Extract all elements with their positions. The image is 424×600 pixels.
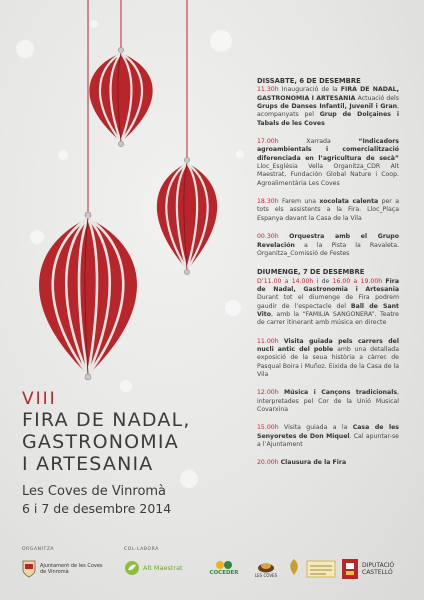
alt-maestrat-logo	[124, 559, 192, 577]
diputacio-logo	[341, 557, 405, 581]
day-heading-sunday: DIUMENGE, 7 DE DESEMBRE	[257, 268, 365, 277]
fira-partner-emblem-icon	[306, 559, 336, 579]
program-event: 20.00h Clausura de la Fira	[257, 459, 347, 467]
day-heading-saturday: DISSABTE, 6 DE DESEMBRE	[257, 77, 361, 85]
ornament-top	[89, 47, 152, 146]
ajuntament-name: Ajuntament de les Coves de Vinromà	[40, 563, 103, 575]
organitza-label: ORGANITZA	[22, 547, 55, 552]
diputacio-name: DIPUTACIÓ CASTELLÓ	[362, 562, 395, 576]
coceder-emblem-icon	[214, 560, 234, 570]
les-coves-emblem-icon	[257, 561, 275, 573]
program-event: 18.30h Farem una xocolata calenta per a tots els assistents a la Fira. Lloc_Plaça Espanya davant la Casa de la Vila	[257, 198, 399, 222]
coat-of-arms-icon	[22, 560, 36, 578]
program-event: 15.00h Visita guiada a la Casa de les Senyoretes de Don Miquel. Cal apuntar-se a l’Ajuntament	[257, 424, 399, 449]
diputacio-crest-icon	[341, 558, 359, 580]
fira-partner-logo	[306, 558, 336, 580]
les-coves-logo	[252, 557, 280, 581]
program-event: D’11.00 a 14.00h i de 16.00 a 19.00h Fira de Nadal, Gastronomia i Artesania Durant tot el diumenge de Fira podrem gaudir de l’espectacle del Ball de Sant Vito, amb la “FAMILIA SANGONERA”. Teatre de carrer itinerant amb música en directe	[257, 277, 399, 327]
ornament-right	[157, 157, 217, 274]
collabora-label: COL·LABORA	[124, 547, 159, 552]
coceder-logo	[203, 557, 245, 579]
program-event: 12.00h Música i Cançons tradicionals, interpretades pel Cor de la Unió Musical Covarxina	[257, 389, 399, 413]
event-dates: 6 i 7 de desembre 2014	[22, 501, 172, 516]
product-mark-logo	[286, 557, 302, 577]
ornament-large	[39, 212, 137, 380]
program-event: 17.00h Xarrada “Indicadors agroambientals i comercialització diferenciada en l’agricultura de secà” Lloc_Església Vella Organitza_CDR Alt Maestrat, Fundación Global Nature i Coop. Agroalimentària Les Coves	[257, 138, 399, 187]
title-block	[22, 389, 252, 517]
program-column	[257, 77, 399, 476]
program-event: 11.30h Inauguració de la FIRA DE NADAL, GASTRONOMIA I ARTESANIA Actuació dels Grups de Danses Infantil, Juvenil i Gran, acompanyats pel Grup de Dolçaines i Tabals de les Coves	[257, 86, 400, 127]
ajuntament-logo	[22, 557, 114, 581]
place-name: Les Coves de Vinromà	[22, 484, 167, 499]
les-coves-name: LES COVES	[254, 572, 278, 578]
coceder-name: COCEDER	[209, 570, 239, 576]
alt-maestrat-name: Alt Maestrat	[143, 564, 183, 572]
title-line-2: GASTRONOMIA	[22, 431, 179, 453]
title-line-1: FIRA DE NADAL,	[22, 409, 191, 431]
ornaments-illustration	[0, 0, 260, 390]
leaf-icon	[124, 560, 140, 576]
title-line-3: I ARTESANIA	[22, 453, 154, 475]
edition-number: VIII	[22, 389, 57, 409]
product-mark-icon	[287, 558, 301, 576]
program-event: 11.00h Visita guiada pels carrers del nucli antic del poble amb una detallada exposició de la seua història a càrrec de Pasqual Boira i Muñoz. Eixida de la Casa de la Vila	[257, 337, 399, 378]
program-event: 00.30h Orquestra amb el Grupo Revelación a la Pista la Ravaleta. Organitza_Comissió de Festes	[257, 233, 399, 257]
